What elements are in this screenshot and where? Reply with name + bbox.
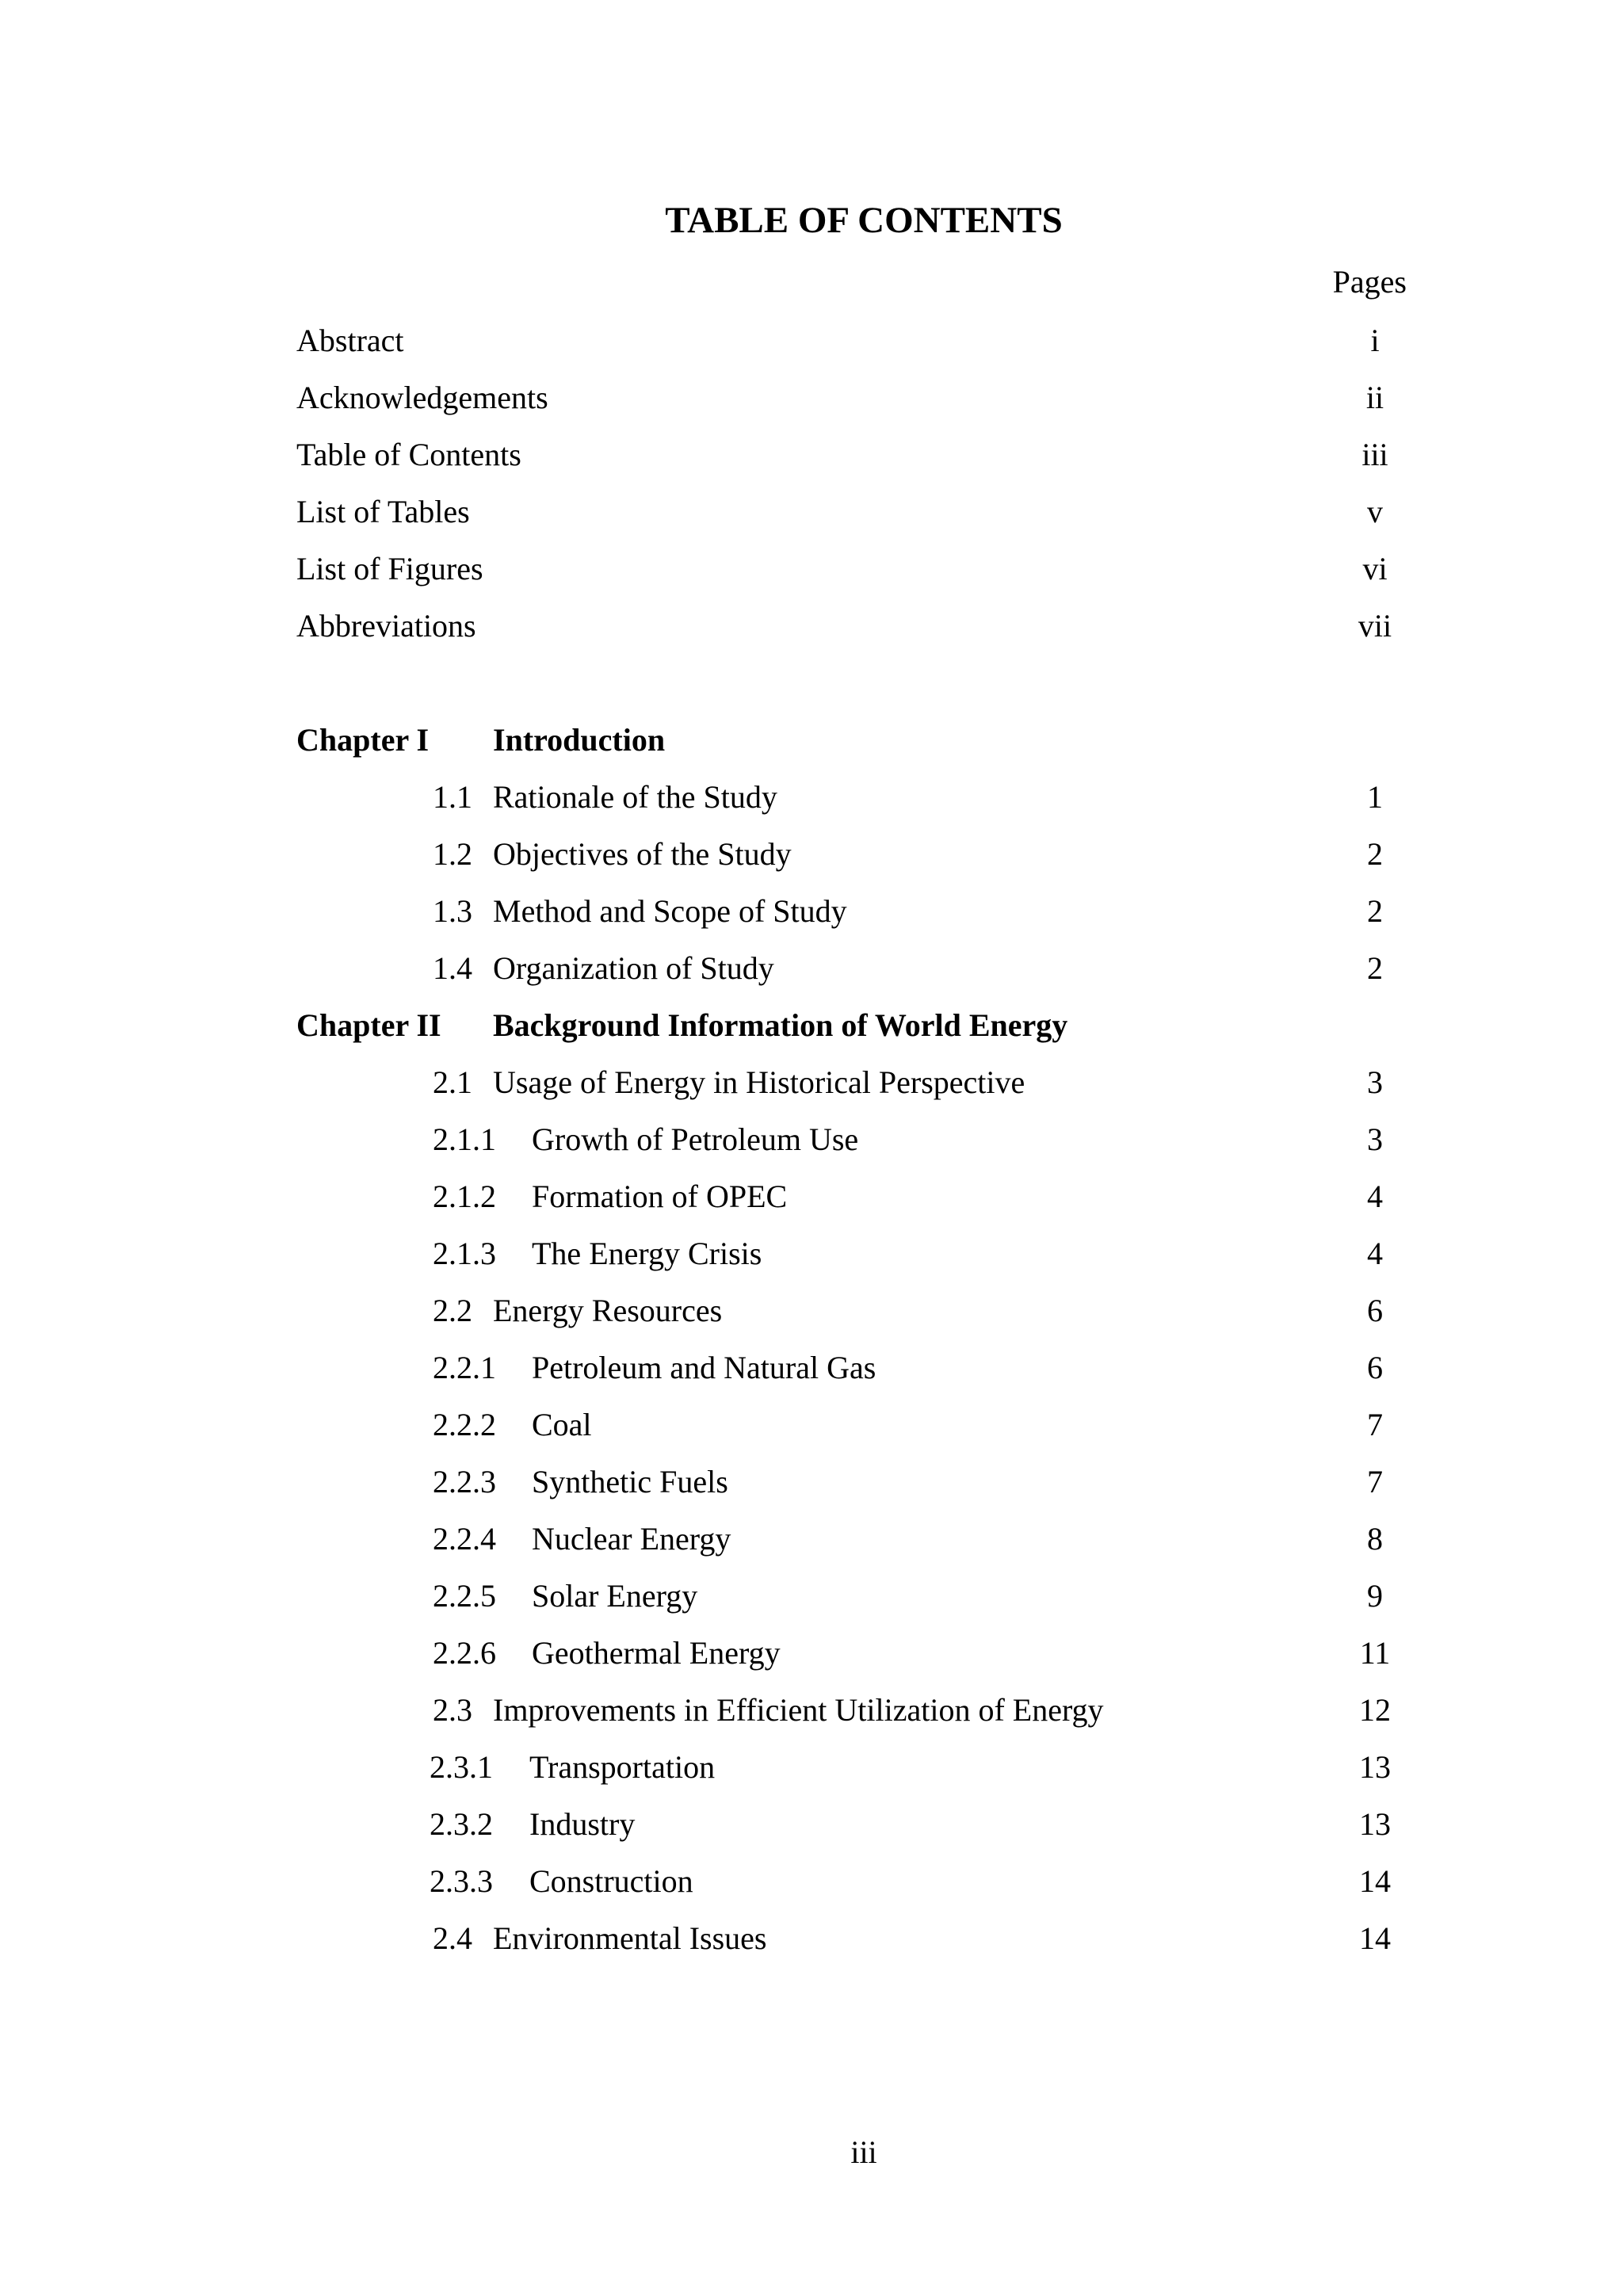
section-title: Improvements in Efficient Utilization of Energy <box>493 1692 1104 1728</box>
section-number: 2.2 <box>433 1293 472 1328</box>
section-number: 2.1 <box>433 1064 472 1100</box>
section-title: Energy Resources <box>493 1293 723 1328</box>
toc-page-number: vi <box>1362 551 1388 586</box>
section-number: 2.2.4 <box>433 1521 496 1557</box>
toc-subsection-entry[interactable] <box>0 1796 1623 1853</box>
toc-section-entry[interactable] <box>0 1054 1623 1111</box>
toc-page-number: 2 <box>1367 950 1383 986</box>
toc-entry-label: List of Tables <box>296 494 470 529</box>
section-number: 1.1 <box>433 779 472 815</box>
toc-entry-list-of-tables[interactable] <box>0 483 1623 541</box>
chapter-title: Background Information of World Energy <box>493 1007 1068 1043</box>
section-number: 1.4 <box>433 950 472 986</box>
chapter-title: Introduction <box>493 722 666 758</box>
toc-subsection-entry[interactable] <box>0 1396 1623 1454</box>
toc-entry-label: Abbreviations <box>296 608 476 644</box>
toc-page-number: 8 <box>1367 1521 1383 1557</box>
section-number: 2.4 <box>433 1920 472 1956</box>
toc-page-number: vii <box>1358 608 1392 644</box>
toc-section-entry[interactable] <box>0 769 1623 826</box>
toc-entry-list-of-figures[interactable] <box>0 541 1623 598</box>
toc-page-number: ii <box>1365 380 1384 415</box>
toc-page-number: 14 <box>1359 1863 1391 1899</box>
toc-section-entry[interactable] <box>0 1282 1623 1339</box>
toc-page-number: 6 <box>1367 1293 1383 1328</box>
section-number: 2.1.1 <box>433 1121 496 1157</box>
chapter-heading-2[interactable] <box>0 997 1623 1054</box>
toc-section-entry[interactable] <box>0 1682 1623 1739</box>
section-title: Objectives of the Study <box>493 836 792 872</box>
section-title: Nuclear Energy <box>532 1521 731 1557</box>
toc-entry-acknowledgements[interactable] <box>0 369 1623 426</box>
toc-page-number: 4 <box>1367 1179 1383 1214</box>
toc-page-number: 7 <box>1367 1464 1383 1499</box>
toc-subsection-entry[interactable] <box>0 1111 1623 1168</box>
section-title: Solar Energy <box>532 1578 698 1614</box>
section-title: Geothermal Energy <box>532 1635 781 1671</box>
section-title: Method and Scope of Study <box>493 893 847 929</box>
toc-section-entry[interactable] <box>0 1910 1623 1967</box>
chapter-heading-1[interactable] <box>0 712 1623 769</box>
toc-subsection-entry[interactable] <box>0 1511 1623 1568</box>
toc-entry-label: Acknowledgements <box>296 380 548 415</box>
toc-page-number: 12 <box>1359 1692 1391 1728</box>
section-number: 2.1.2 <box>433 1179 496 1214</box>
toc-entry-abstract[interactable] <box>0 312 1623 369</box>
section-title: Construction <box>529 1863 693 1899</box>
section-number: 2.2.2 <box>433 1407 496 1442</box>
toc-page-number: 13 <box>1359 1806 1391 1842</box>
chapter-number: Chapter II <box>296 1007 441 1043</box>
toc-entry-label: Abstract <box>296 323 404 358</box>
section-title: Organization of Study <box>493 950 774 986</box>
toc-entry-abbreviations[interactable] <box>0 598 1623 655</box>
section-number: 2.2.1 <box>433 1350 496 1385</box>
toc-page-number: v <box>1367 494 1383 529</box>
section-number: 1.2 <box>433 836 472 872</box>
section-number: 2.3 <box>433 1692 472 1728</box>
toc-page-number: 2 <box>1367 893 1383 929</box>
toc-entry-label: List of Figures <box>296 551 483 586</box>
toc-section-entry[interactable] <box>0 940 1623 997</box>
toc-page-number: 1 <box>1367 779 1383 815</box>
section-number: 2.1.3 <box>433 1236 496 1271</box>
chapter-number: Chapter I <box>296 722 430 758</box>
toc-section-entry[interactable] <box>0 826 1623 883</box>
section-number: 2.2.6 <box>433 1635 496 1671</box>
section-number: 2.3.3 <box>430 1863 493 1899</box>
toc-page-number: 6 <box>1367 1350 1383 1385</box>
toc-page-number: 14 <box>1359 1920 1391 1956</box>
section-title: Usage of Energy in Historical Perspective <box>493 1064 1025 1100</box>
toc-subsection-entry[interactable] <box>0 1339 1623 1396</box>
section-number: 1.3 <box>433 893 472 929</box>
section-number: 2.3.2 <box>430 1806 493 1842</box>
section-title: Growth of Petroleum Use <box>532 1121 859 1157</box>
section-title: Formation of OPEC <box>532 1179 788 1214</box>
section-title: The Energy Crisis <box>532 1236 762 1271</box>
section-number: 2.3.1 <box>430 1749 493 1785</box>
toc-page-number: 2 <box>1367 836 1383 872</box>
section-title: Environmental Issues <box>493 1920 767 1956</box>
page-title: TABLE OF CONTENTS <box>665 200 1063 241</box>
toc-page-number: 7 <box>1367 1407 1383 1442</box>
toc-subsection-entry[interactable] <box>0 1739 1623 1796</box>
toc-page-number: i <box>1370 323 1380 358</box>
toc-page-number: 11 <box>1359 1635 1391 1671</box>
toc-page-number: iii <box>1361 437 1388 472</box>
toc-page-number: 13 <box>1359 1749 1391 1785</box>
toc-entry-label: Table of Contents <box>296 437 521 472</box>
section-title: Coal <box>532 1407 592 1442</box>
toc-entry-table-of-contents[interactable] <box>0 426 1623 483</box>
toc-section-entry[interactable] <box>0 883 1623 940</box>
page-number: iii <box>850 2134 877 2170</box>
toc-subsection-entry[interactable] <box>0 1454 1623 1511</box>
toc-page-number: 3 <box>1367 1121 1383 1157</box>
pages-column-header: Pages <box>1332 264 1407 300</box>
section-title: Petroleum and Natural Gas <box>532 1350 876 1385</box>
toc-subsection-entry[interactable] <box>0 1853 1623 1910</box>
toc-subsection-entry[interactable] <box>0 1568 1623 1625</box>
toc-subsection-entry[interactable] <box>0 1625 1623 1682</box>
section-number: 2.2.3 <box>433 1464 496 1499</box>
section-title: Synthetic Fuels <box>532 1464 728 1499</box>
toc-page-number: 3 <box>1367 1064 1383 1100</box>
section-title: Rationale of the Study <box>493 779 777 815</box>
toc-page-number: 4 <box>1367 1236 1383 1271</box>
toc-subsection-entry[interactable] <box>0 1168 1623 1225</box>
toc-page-number: 9 <box>1367 1578 1383 1614</box>
section-title: Transportation <box>529 1749 716 1785</box>
section-number: 2.2.5 <box>433 1578 496 1614</box>
section-title: Industry <box>529 1806 636 1842</box>
toc-subsection-entry[interactable] <box>0 1225 1623 1282</box>
